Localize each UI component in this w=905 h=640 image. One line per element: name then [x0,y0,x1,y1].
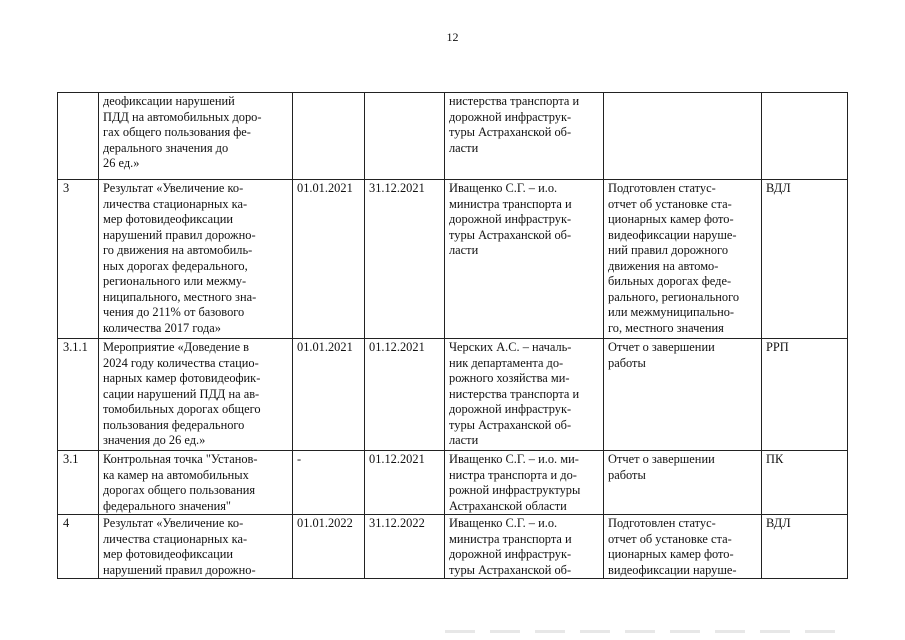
plan-table [57,92,848,579]
row-level: ВДЛ [762,515,848,579]
row-result [604,93,762,180]
table-row [58,515,848,579]
row-level [762,93,848,180]
row-number [58,93,99,180]
row-number: 4 [58,515,99,579]
row-end-date: 31.12.2022 [365,515,445,579]
table-row [58,451,848,515]
row-start-date: 01.01.2022 [293,515,365,579]
row-responsible: Иващенко С.Г. – и.о. министра транспорта и дорожной инфраструк- туры Астраханской об- ласти [445,180,604,339]
row-end-date: 01.12.2021 [365,451,445,515]
row-name: деофиксации нарушений ПДД на автомобильных доро- гах общего пользования фе- дерального значения до 26 ед.» [99,93,293,180]
row-result: Подготовлен статус- отчет об установке ста- ционарных камер фото- видеофиксации наруше- ний правил дорожного движения на автомо- бильных дорогах феде- рального, регионального или межмуниципально- го, местного значения [604,180,762,339]
scan-artifact [445,630,845,633]
row-name: Мероприятие «Доведение в 2024 году количества стацио- нарных камер фотовидеофик- сации нарушений ПДД на ав- томобильных дорогах общего пользования федерального значения до 26 ед.» [99,339,293,451]
row-level: ПК [762,451,848,515]
page-number: 12 [446,30,459,44]
table-row [58,339,848,451]
row-number: 3 [58,180,99,339]
row-responsible: Иващенко С.Г. – и.о. ми- нистра транспорта и до- рожной инфраструктуры Астраханской области [445,451,604,515]
row-responsible: Черских А.С. – началь- ник департамента до- рожного хозяйства ми- нистерства транспорта и дорожной инфраструк- туры Астраханской об- ласти [445,339,604,451]
row-end-date: 31.12.2021 [365,180,445,339]
row-responsible: нистерства транспорта и дорожной инфраструк- туры Астраханской об- ласти [445,93,604,180]
row-responsible: Иващенко С.Г. – и.о. министра транспорта и дорожной инфраструк- туры Астраханской об- [445,515,604,579]
row-start-date: 01.01.2021 [293,180,365,339]
row-end-date: 01.12.2021 [365,339,445,451]
row-start-date [293,93,365,180]
row-result: Отчет о завершении работы [604,339,762,451]
row-name: Результат «Увеличение ко- личества стационарных ка- мер фотовидеофиксации нарушений правил дорожно- [99,515,293,579]
row-start-date: 01.01.2021 [293,339,365,451]
row-start-date: - [293,451,365,515]
row-result: Отчет о завершении работы [604,451,762,515]
table-row [58,180,848,339]
row-name: Результат «Увеличение ко- личества стационарных ка- мер фотовидеофиксации нарушений правил дорожно- го движения на автомобиль- ных дорогах федерального, регионального или межму- ниципального, местного зна- чения до 211% от базового количества 2017 года» [99,180,293,339]
row-end-date [365,93,445,180]
table-row [58,93,848,180]
row-number: 3.1.1 [58,339,99,451]
row-name: Контрольная точка "Установ- ка камер на автомобильных дорогах общего пользования федерального значения" [99,451,293,515]
row-number: 3.1 [58,451,99,515]
row-result: Подготовлен статус- отчет об установке ста- ционарных камер фото- видеофиксации наруше- [604,515,762,579]
row-level: РРП [762,339,848,451]
row-level: ВДЛ [762,180,848,339]
